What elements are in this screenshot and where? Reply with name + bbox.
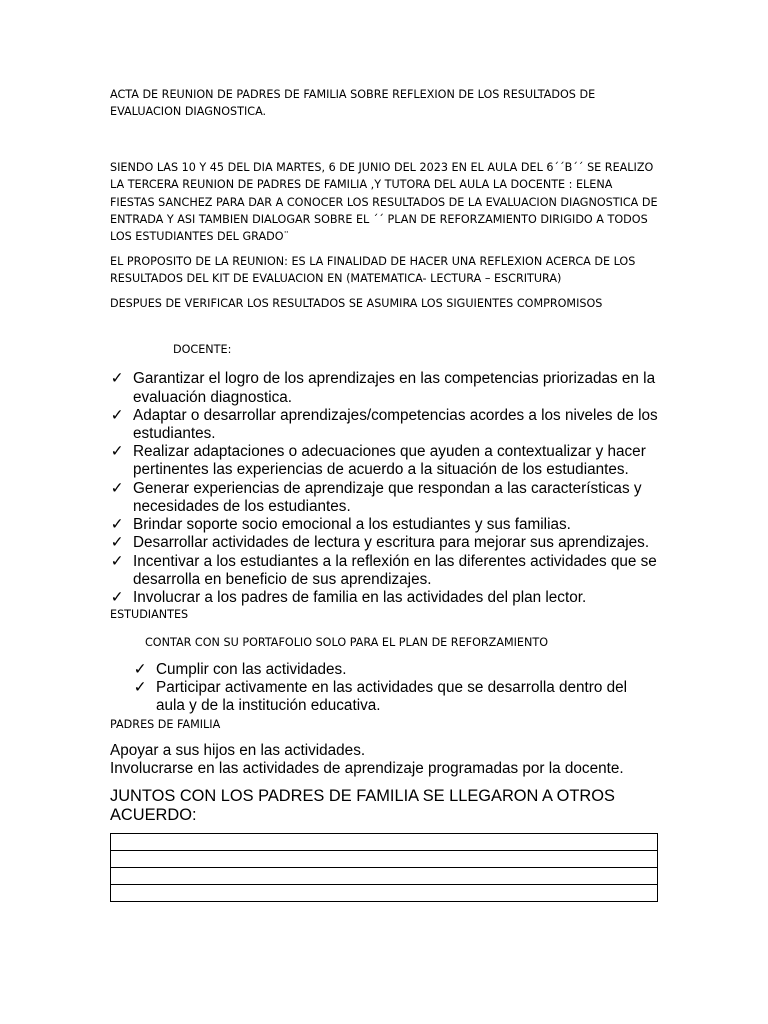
estudiantes-note: CONTAR CON SU PORTAFOLIO SOLO PARA EL PLAN DE REFORZAMIENTO [145,635,549,649]
table-row [111,834,658,851]
estudiantes-commitments-list [110,661,658,716]
intro-paragraph: SIENDO LAS 10 Y 45 DEL DIA MARTES, 6 DE JUNIO DEL 2023 EN EL AULA DEL 6´´B´´ SE REALIZO LA TERCERA REUNION DE PADRES DE FAMILIA ,Y TUTORA DEL AULA LA DOCENTE : ELENA FIESTAS SANCHEZ PARA DAR A CONOCER LOS RESULTADOS DE LA EVALUACION DIAGNOSTICA DE ENTRADA Y ASI TAMBIEN DIALOGAR SOBRE EL ´´ PLAN DE REFORZAMIENTO DIRIGIDO A TODOS LOS ESTUDIANTES DEL GRADO¨ [110,160,658,244]
table-row [111,885,658,902]
list-item-text: Adaptar o desarrollar aprendizajes/competencias acordes a los niveles de los estudiantes. [133,406,658,443]
checkmark-icon: ✓ [110,552,124,570]
table-row [111,868,658,885]
padres-heading: PADRES DE FAMILIA [110,717,221,731]
checkmark-icon: ✓ [133,660,147,678]
list-item-text: Cumplir con las actividades. [156,660,347,678]
checkmark-icon: ✓ [110,588,124,606]
checkmark-icon: ✓ [110,516,124,534]
padres-line-1: Apoyar a sus hijos en las actividades. [110,741,366,759]
document-title: ACTA DE REUNION DE PADRES DE FAMILIA SOBRE REFLEXION DE LOS RESULTADOS DE EVALUACION DIAGNOSTICA. [110,88,596,119]
commitments-intro: DESPUES DE VERIFICAR LOS RESULTADOS SE ASUMIRA LOS SIGUIENTES COMPROMISOS [110,296,603,310]
list-item-text: Generar experiencias de aprendizaje que respondan a las características y necesidades de los estudiantes. [133,479,642,515]
estudiantes-heading: ESTUDIANTES [110,608,189,622]
list-item-text: Garantizar el logro de los aprendizajes en las competencias priorizadas en la evaluación diagnostica. [133,370,656,406]
list-item [110,534,658,552]
checkmark-icon: ✓ [110,370,124,388]
list-item-text: Brindar soporte socio emocional a los estudiantes y sus familias. [133,516,571,534]
list-item-text: Participar activamente en las actividades que se desarrolla dentro del aula y de la institución educativa. [156,679,628,715]
purpose-paragraph: EL PROPOSITO DE LA REUNION: ES LA FINALIDAD DE HACER UNA REFLEXION ACERCA DE LOS RESULTADOS DEL KIT DE EVALUACION EN (MATEMATICA- LECTURA – ESCRITURA) [110,254,636,286]
list-item [110,407,658,443]
list-item [110,516,658,534]
checkmark-icon: ✓ [110,479,124,497]
list-item-text: Desarrollar actividades de lectura y escritura para mejorar sus aprendizajes. [133,534,650,552]
checkmark-icon: ✓ [110,534,124,552]
table-row [111,851,658,868]
list-item [110,480,658,516]
list-item [110,589,658,607]
list-item [110,553,658,589]
docente-commitments-list [110,370,658,607]
table-cell [111,851,658,868]
table-cell [111,868,658,885]
list-item-text: Incentivar a los estudiantes a la reflexión en las diferentes actividades que se desarrolla en beneficio de sus aprendizajes. [133,552,657,588]
checkmark-icon: ✓ [110,406,124,424]
list-item-text: Involucrar a los padres de familia en las actividades del plan lector. [133,588,587,606]
table-cell [111,834,658,851]
padres-line-2: Involucrarse en las actividades de aprendizaje programadas por la docente. [110,760,624,778]
list-item [110,443,658,479]
list-item-text: Realizar adaptaciones o adecuaciones que ayuden a contextualizar y hacer pertinentes las experiencias de acuerdo a la situación de los estudiantes. [133,443,646,479]
list-item [110,370,658,406]
agreements-table [110,833,658,902]
docente-heading: DOCENTE: [173,343,232,357]
checkmark-icon: ✓ [110,443,124,461]
checkmark-icon: ✓ [133,679,147,697]
list-item [133,679,658,715]
table-cell [111,885,658,902]
list-item [133,661,658,679]
agreements-heading: JUNTOS CON LOS PADRES DE FAMILIA SE LLEGARON A OTROS ACUERDO: [110,787,615,825]
document-page [110,86,658,902]
